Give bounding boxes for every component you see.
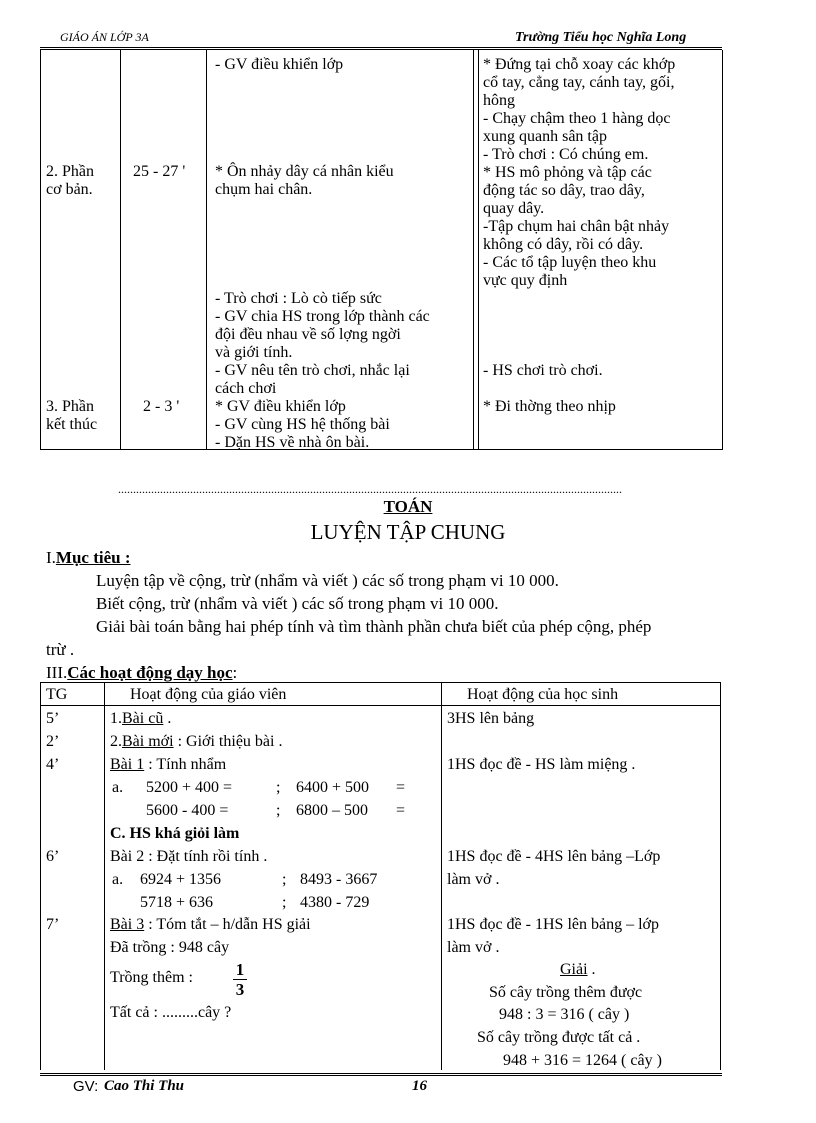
pe-r4-student: * Đi thờng theo nhịp [483,398,616,415]
bai2-expr-2: 8493 - 3667 [300,871,378,888]
bai2-a: a. [112,871,124,888]
header-right: Trường Tiểu học Nghĩa Long [515,30,687,45]
pe-r4-time: 2 - 3 ' [143,398,180,415]
time-3: 4’ [46,756,60,773]
subject-title: TOÁN [383,497,433,516]
kha-gioi-note: C. HS khá giỏi làm [110,825,240,842]
pe-r1-teacher: - GV điều khiển lớp [215,56,344,73]
pe-r4-part: 3. Phần kết thúc [46,398,98,433]
pe-r2-teacher: * Ôn nhảy dây cá nhân kiểu chụm hai chân. [215,163,394,198]
bai1-expr-2: 6400 + 500 [296,779,370,796]
pe-r4-teacher: * GV điều khiển lớp - GV cùng HS hệ thống bài - Dặn HS về nhà ôn bài. [215,398,390,451]
header-tg: TG [46,686,68,703]
bai1-sep-1: ; [276,779,281,796]
bai1-expr-3: 5600 - 400 = [146,802,229,819]
divider-dots: ........................................................................................................................................................................ [118,482,622,496]
section-objectives: I.Mục tiêu : [46,548,131,567]
hs-3: 1HS đọc đề - HS làm miệng . [447,756,636,773]
bai2-sep-1: ; [282,871,287,888]
header-rule [40,47,722,48]
hs-6a: 1HS đọc đề - 4HS lên bảng –Lớp [447,848,661,865]
hs-7b: làm vở . [447,939,500,956]
footer-teacher-name: Cao Thi Thu [104,1078,185,1094]
pe-r1-student: * Đứng tại chỗ xoay các khớp cổ tay, cẳng tay, cánh tay, gối, hông - Chạy chậm theo 1 hàng dọc xung quanh sân tập - Trò chơi : Có chúng em. [483,56,676,163]
pe-r3-teacher: - Trò chơi : Lò cò tiếp sức - GV chia HS trong lớp thành các đội đều nhau về số lợng ngời và giới tính. - GV nêu tên trò chơi, nhắc lại cách chơi [215,290,430,397]
bai-3: Bài 3 : Tóm tắt – h/dẫn HS giải [110,916,311,933]
bai1-sep-2: ; [276,802,281,819]
time-5: 7’ [46,916,60,933]
goal-3-cont: trừ . [46,640,75,659]
header-left: GIÁO ÁN LỚP 3A [60,30,149,44]
header-teacher: Hoạt động của giáo viên [130,686,287,703]
footer-rule-2 [40,1075,722,1076]
goal-2: Biết cộng, trừ (nhẩm và viết ) các số trong phạm vi 10 000. [96,594,499,613]
header-student: Hoạt động của học sinh [467,686,619,703]
pe-r2-time: 25 - 27 ' [133,163,186,180]
bai1-a: a. [112,779,124,796]
fraction-one-third: 1 3 [233,960,247,999]
time-2: 2’ [46,733,60,750]
footer-page-number: 16 [412,1078,427,1094]
time-1: 5’ [46,710,60,727]
section-activities: III.Các hoạt động dạy học: [46,663,238,682]
hs-sol-4: 948 + 316 = 1264 ( cây ) [503,1052,662,1069]
goal-3: Giải bài toán bằng hai phép tính và tìm thành phần chưa biết của phép cộng, phép [96,617,652,636]
hs-6b: làm vở . [447,871,500,888]
time-4: 6’ [46,848,60,865]
bai1-expr-1: 5200 + 400 = [146,779,233,796]
footer-gv-label: GV: [73,1078,99,1095]
pe-r3-student: - HS chơi trò chơi. [483,362,603,379]
bai-cu: 1.Bài cũ . [110,710,172,727]
bai-moi: 2.Bài mới : Giới thiệu bài . [110,733,283,750]
tat-ca: Tất cả : .........cây ? [110,1004,232,1021]
bai2-sep-2: ; [282,894,287,911]
bai1-eq-2: = [396,779,406,796]
hs-giai: Giải . [560,961,596,978]
bai2-expr-4: 4380 - 729 [300,894,370,911]
footer-rule [40,1073,722,1074]
da-trong: Đã trồng : 948 cây [110,939,230,956]
bai1-expr-4: 6800 – 500 [296,802,368,819]
pe-r2-student: * HS mô phỏng và tập các động tác so dây, trao dây, quay dây. -Tập chụm hai chân bật nhảy không có dây, rồi có dây. - Các tổ tập luyện theo khu vực quy định [483,164,670,289]
bai-1: Bài 1 : Tính nhẩm [110,756,227,773]
hs-7a: 1HS đọc đề - 1HS lên bảng – lớp [447,916,659,933]
trong-them: Trồng thêm : [110,969,193,986]
lesson-title: LUYỆN TẬP CHUNG [310,520,506,544]
bai1-eq-4: = [396,802,406,819]
pe-r2-part: 2. Phần cơ bản. [46,163,94,198]
hs-sol-1: Số cây trồng thêm được [489,984,643,1001]
hs-1: 3HS lên bảng [447,710,535,727]
bai2-expr-1: 6924 + 1356 [140,871,222,888]
bai-2: Bài 2 : Đặt tính rồi tính . [110,848,268,865]
hs-sol-3: Số cây trồng được tất cả . [477,1029,641,1046]
bai2-expr-3: 5718 + 636 [140,894,214,911]
goal-1: Luyện tập về cộng, trừ (nhẩm và viết ) các số trong phạm vi 10 000. [96,571,559,590]
hs-sol-2: 948 : 3 = 316 ( cây ) [499,1006,630,1023]
header-rule-2 [40,49,722,50]
